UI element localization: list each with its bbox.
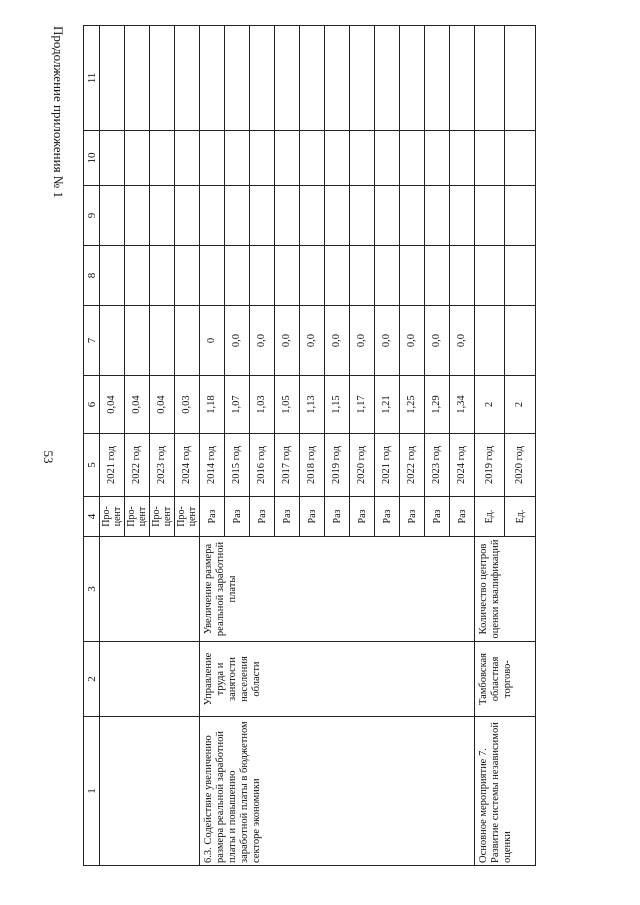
indicator-cell: Количество центров оценки квалификаций bbox=[475, 537, 536, 642]
empty-cell bbox=[425, 246, 450, 306]
column-number-row bbox=[84, 26, 100, 866]
empty-cell bbox=[350, 246, 375, 306]
empty-cell bbox=[225, 246, 250, 306]
empty-cell bbox=[100, 26, 125, 131]
column-number: 9 bbox=[84, 186, 100, 246]
empty-cell bbox=[225, 26, 250, 131]
empty-cell bbox=[150, 131, 175, 186]
unit-cell: Ед. bbox=[505, 497, 536, 537]
year-cell: 2020 год bbox=[350, 434, 375, 497]
empty-cell bbox=[475, 131, 505, 186]
empty-cell bbox=[100, 131, 125, 186]
year-cell: 2019 год bbox=[325, 434, 350, 497]
empty-cell bbox=[275, 131, 300, 186]
value-cell: 1,07 bbox=[225, 376, 250, 434]
empty-cell bbox=[150, 186, 175, 246]
unit-cell: Про-цент bbox=[150, 497, 175, 537]
actual-cell: 0,0 bbox=[275, 306, 300, 376]
empty-cell bbox=[200, 246, 225, 306]
value-cell: 1,05 bbox=[275, 376, 300, 434]
empty-cell bbox=[375, 186, 400, 246]
unit-cell: Про-цент bbox=[125, 497, 150, 537]
empty-cell bbox=[275, 26, 300, 131]
empty-cell bbox=[475, 26, 505, 131]
year-cell: 2024 год bbox=[175, 434, 200, 497]
empty-cell bbox=[225, 186, 250, 246]
empty-cell bbox=[300, 186, 325, 246]
year-cell: 2018 год bbox=[300, 434, 325, 497]
table-row bbox=[200, 26, 225, 866]
empty-cell bbox=[125, 26, 150, 131]
empty-cell bbox=[400, 246, 425, 306]
unit-cell: Раз bbox=[350, 497, 375, 537]
actual-cell bbox=[150, 306, 175, 376]
unit-cell: Раз bbox=[275, 497, 300, 537]
actual-cell bbox=[125, 306, 150, 376]
actual-cell bbox=[100, 306, 125, 376]
unit-cell: Про-цент bbox=[100, 497, 125, 537]
measure-cell-empty bbox=[100, 717, 200, 866]
actual-cell: 0,0 bbox=[325, 306, 350, 376]
actual-cell: 0,0 bbox=[225, 306, 250, 376]
empty-cell bbox=[375, 131, 400, 186]
value-cell: 1,03 bbox=[250, 376, 275, 434]
empty-cell bbox=[450, 26, 475, 131]
empty-cell bbox=[450, 186, 475, 246]
empty-cell bbox=[325, 131, 350, 186]
empty-cell bbox=[100, 186, 125, 246]
empty-cell bbox=[400, 186, 425, 246]
actual-cell: 0,0 bbox=[450, 306, 475, 376]
measure-name-cell: 6.3. Содействие увеличению размера реальной заработной платы и повышению заработной платы в бюджетном секторе экономики bbox=[200, 717, 475, 866]
empty-cell bbox=[505, 26, 536, 131]
executor-cell: Управление труда и занятости населения области bbox=[200, 642, 475, 717]
empty-cell bbox=[475, 246, 505, 306]
value-cell: 1,15 bbox=[325, 376, 350, 434]
empty-cell bbox=[475, 186, 505, 246]
column-number: 10 bbox=[84, 131, 100, 186]
actual-cell: 0,0 bbox=[375, 306, 400, 376]
empty-cell bbox=[125, 186, 150, 246]
empty-cell bbox=[505, 186, 536, 246]
year-cell: 2019 год bbox=[475, 434, 505, 497]
continuation-label: Продолжение приложения № 1 bbox=[51, 26, 66, 198]
empty-cell bbox=[505, 246, 536, 306]
empty-cell bbox=[400, 26, 425, 131]
value-cell: 1,25 bbox=[400, 376, 425, 434]
empty-cell bbox=[350, 131, 375, 186]
unit-cell: Про-цент bbox=[175, 497, 200, 537]
value-cell: 1,17 bbox=[350, 376, 375, 434]
empty-cell bbox=[350, 186, 375, 246]
empty-cell bbox=[275, 246, 300, 306]
actual-cell: 0,0 bbox=[350, 306, 375, 376]
column-number: 11 bbox=[84, 26, 100, 131]
unit-cell: Раз bbox=[450, 497, 475, 537]
actual-cell bbox=[505, 306, 536, 376]
actual-cell bbox=[175, 306, 200, 376]
indicators-table bbox=[83, 25, 536, 866]
empty-cell bbox=[100, 246, 125, 306]
unit-cell: Раз bbox=[375, 497, 400, 537]
empty-cell bbox=[375, 246, 400, 306]
page-number: 53 bbox=[41, 450, 56, 464]
indicator-cell: Увеличение размера реальной заработной платы bbox=[200, 537, 475, 642]
empty-cell bbox=[125, 131, 150, 186]
actual-cell: 0,0 bbox=[425, 306, 450, 376]
column-number: 6 bbox=[84, 376, 100, 434]
empty-cell bbox=[250, 26, 275, 131]
empty-cell bbox=[175, 186, 200, 246]
empty-cell bbox=[375, 26, 400, 131]
value-cell: 2 bbox=[475, 376, 505, 434]
value-cell: 1,21 bbox=[375, 376, 400, 434]
empty-cell bbox=[325, 26, 350, 131]
empty-cell bbox=[250, 246, 275, 306]
indicator-cell-empty bbox=[100, 537, 200, 642]
value-cell: 0,04 bbox=[125, 376, 150, 434]
empty-cell bbox=[200, 186, 225, 246]
executor-cell: Тамбовская областная торгово- bbox=[475, 642, 536, 717]
unit-cell: Раз bbox=[325, 497, 350, 537]
year-cell: 2020 год bbox=[505, 434, 536, 497]
value-cell: 0,04 bbox=[100, 376, 125, 434]
actual-cell: 0,0 bbox=[300, 306, 325, 376]
empty-cell bbox=[300, 131, 325, 186]
value-cell: 1,29 bbox=[425, 376, 450, 434]
year-cell: 2023 год bbox=[150, 434, 175, 497]
empty-cell bbox=[250, 131, 275, 186]
empty-cell bbox=[425, 186, 450, 246]
year-cell: 2021 год bbox=[100, 434, 125, 497]
empty-cell bbox=[175, 26, 200, 131]
value-cell: 2 bbox=[505, 376, 536, 434]
column-number: 2 bbox=[84, 642, 100, 717]
rotated-table-container bbox=[83, 26, 536, 866]
empty-cell bbox=[200, 131, 225, 186]
year-cell: 2015 год bbox=[225, 434, 250, 497]
unit-cell: Раз bbox=[400, 497, 425, 537]
value-cell: 0,03 bbox=[175, 376, 200, 434]
year-cell: 2022 год bbox=[125, 434, 150, 497]
value-cell: 1,34 bbox=[450, 376, 475, 434]
unit-cell: Раз bbox=[225, 497, 250, 537]
year-cell: 2021 год bbox=[375, 434, 400, 497]
empty-cell bbox=[505, 131, 536, 186]
empty-cell bbox=[175, 246, 200, 306]
empty-cell bbox=[250, 186, 275, 246]
empty-cell bbox=[175, 131, 200, 186]
year-cell: 2023 год bbox=[425, 434, 450, 497]
empty-cell bbox=[300, 246, 325, 306]
value-cell: 1,13 bbox=[300, 376, 325, 434]
measure-name-cell: Основное мероприятие 7. Развитие системы независимой оценки bbox=[475, 717, 536, 866]
year-cell: 2014 год bbox=[200, 434, 225, 497]
empty-cell bbox=[200, 26, 225, 131]
year-cell: 2024 год bbox=[450, 434, 475, 497]
empty-cell bbox=[150, 246, 175, 306]
column-number: 7 bbox=[84, 306, 100, 376]
unit-cell: Раз bbox=[250, 497, 275, 537]
table-row bbox=[100, 26, 125, 866]
year-cell: 2022 год bbox=[400, 434, 425, 497]
empty-cell bbox=[275, 186, 300, 246]
unit-cell: Ед. bbox=[475, 497, 505, 537]
year-cell: 2016 год bbox=[250, 434, 275, 497]
empty-cell bbox=[450, 246, 475, 306]
empty-cell bbox=[425, 131, 450, 186]
empty-cell bbox=[350, 26, 375, 131]
empty-cell bbox=[300, 26, 325, 131]
empty-cell bbox=[400, 131, 425, 186]
executor-cell-empty bbox=[100, 642, 200, 717]
column-number: 3 bbox=[84, 537, 100, 642]
column-number: 1 bbox=[84, 717, 100, 866]
actual-cell: 0,0 bbox=[250, 306, 275, 376]
empty-cell bbox=[125, 246, 150, 306]
empty-cell bbox=[325, 246, 350, 306]
actual-cell: 0 bbox=[200, 306, 225, 376]
empty-cell bbox=[450, 131, 475, 186]
column-number: 8 bbox=[84, 246, 100, 306]
empty-cell bbox=[150, 26, 175, 131]
actual-cell: 0,0 bbox=[400, 306, 425, 376]
empty-cell bbox=[325, 186, 350, 246]
empty-cell bbox=[425, 26, 450, 131]
year-cell: 2017 год bbox=[275, 434, 300, 497]
value-cell: 0,04 bbox=[150, 376, 175, 434]
empty-cell bbox=[225, 131, 250, 186]
column-number: 5 bbox=[84, 434, 100, 497]
table-row bbox=[475, 26, 505, 866]
actual-cell bbox=[475, 306, 505, 376]
column-number: 4 bbox=[84, 497, 100, 537]
unit-cell: Раз bbox=[425, 497, 450, 537]
unit-cell: Раз bbox=[200, 497, 225, 537]
value-cell: 1,18 bbox=[200, 376, 225, 434]
unit-cell: Раз bbox=[300, 497, 325, 537]
